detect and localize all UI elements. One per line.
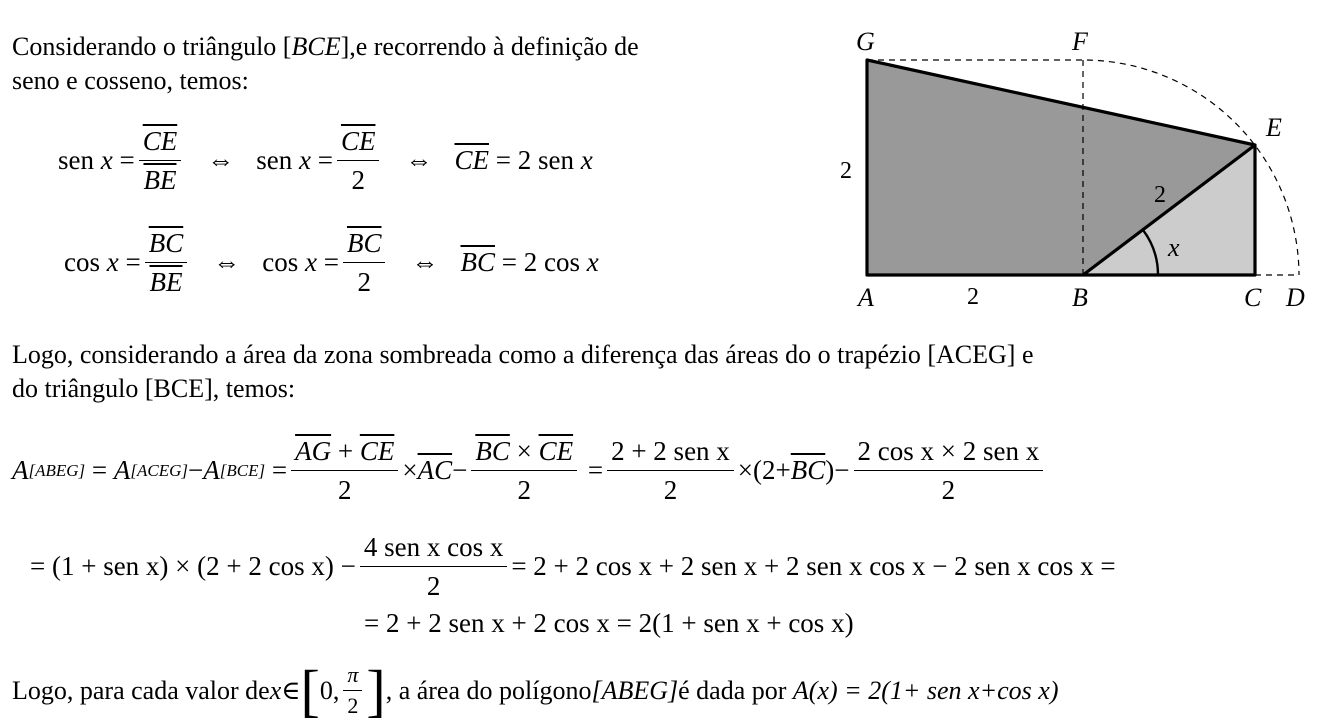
label-x: x <box>1168 233 1180 262</box>
fraction-4sencos <box>360 530 507 603</box>
equals: = <box>317 145 333 175</box>
bracket-open: [ <box>300 657 320 723</box>
iff-symbol: ⇔ <box>213 247 241 277</box>
para2-line-1: Logo, considerando a área da zona sombreada como a diferença das áreas do o trapézio [ACEG] e <box>12 340 1034 369</box>
conclusion <box>12 657 1059 723</box>
area-symbol: A <box>203 455 220 485</box>
simplified-equation: = 2 + 2 sen x + 2 cos x = 2(1 + sen x + cos x) <box>364 608 854 638</box>
intro-line-2: seno e cosseno, temos: <box>12 66 249 95</box>
result: = 2 cos <box>501 247 580 277</box>
numerator: $\overline{CE}$ <box>337 124 380 161</box>
var-x: x <box>106 247 119 277</box>
fraction-ce-2 <box>337 124 380 197</box>
numerator: $\overline{BC}$ <box>343 226 386 263</box>
segment-ag: $\overline{AG}$ <box>295 436 332 466</box>
expansion-equation <box>30 530 1116 603</box>
iff-symbol: ⇔ <box>411 247 439 277</box>
sen-fn: sen <box>256 145 293 175</box>
segment-ce: $\overline{CE}$ <box>538 436 574 466</box>
equals: = <box>125 247 141 277</box>
segment-ac: $\overline{AC}$ <box>417 455 453 485</box>
numerator: π <box>343 662 362 691</box>
length-side: 2 <box>840 158 852 184</box>
fraction-2-2senx <box>607 434 734 507</box>
segment-ce: $\overline{CE}$ <box>359 436 395 466</box>
area-equation <box>12 434 1047 507</box>
area-symbol: A <box>113 455 131 485</box>
numerator: $\overline{CE}$ <box>139 124 182 161</box>
denominator: 2 <box>357 267 371 297</box>
cos-fn: cos <box>64 247 100 277</box>
paren-close: ) <box>825 455 835 485</box>
polygon-name: [ABEG] <box>591 675 679 705</box>
denominator: 2 <box>663 475 678 505</box>
subscript: [ACEG] <box>130 460 189 480</box>
denominator: 2 <box>426 571 441 601</box>
denominator: BE <box>143 165 177 195</box>
expansion-left: = (1 + sen x) × (2 + 2 cos x) − <box>30 551 356 581</box>
segment-bc: $\overline{BC}$ <box>475 436 510 466</box>
denominator: 2 <box>337 475 352 505</box>
var-x: x <box>298 145 311 175</box>
para2-line-2: do triângulo [BCE], temos: <box>12 374 296 403</box>
minus: − <box>834 455 850 485</box>
intro-text: Considerando o triângulo <box>12 32 283 61</box>
numerator: 2 cos x × 2 sen x <box>854 434 1044 471</box>
var-x: x <box>304 247 317 277</box>
equals: = <box>271 455 288 485</box>
bracket: [ <box>282 32 292 61</box>
cos-fn: cos <box>262 247 299 277</box>
label-c: C <box>1244 283 1262 312</box>
cosine-equation <box>64 226 599 299</box>
iff-symbol: ⇔ <box>207 145 235 175</box>
segment-bc: $\overline{BC}$ <box>460 247 495 277</box>
intro-line-1 <box>12 30 639 64</box>
equals: = <box>323 247 339 277</box>
triangle-name: BCE <box>291 32 341 61</box>
fraction-bc-2 <box>343 226 386 299</box>
var-x: x <box>586 247 599 277</box>
var-x: x <box>269 675 282 705</box>
label-b: B <box>1072 283 1088 312</box>
intro-text-end: ],e recorrendo à definição de <box>340 32 639 61</box>
subscript: [BCE] <box>219 460 266 480</box>
conclusion-text: Logo, para cada valor de <box>12 675 270 705</box>
minus: − <box>188 455 204 485</box>
iff-symbol: ⇔ <box>405 145 433 175</box>
var-x: x <box>100 145 113 175</box>
geometry-figure <box>830 20 1320 320</box>
sen-fn: sen <box>58 145 94 175</box>
equals: = <box>119 145 135 175</box>
conclusion-text-2: , a área do polígono <box>385 675 592 705</box>
fraction-bc-be <box>145 226 188 299</box>
element-of: ∈ <box>281 675 301 705</box>
fraction-ce-be <box>139 124 182 197</box>
fraction-pi-2 <box>343 662 362 719</box>
numerator: 2 + 2 sen x <box>607 434 734 471</box>
equals: = <box>587 455 604 485</box>
denominator: 2 <box>941 475 956 505</box>
denominator: BE <box>149 267 183 297</box>
denominator: 2 <box>517 475 531 505</box>
label-e: E <box>1266 113 1282 142</box>
fraction-ag-ce <box>291 434 398 507</box>
segment-bc: $\overline{BC}$ <box>790 455 826 485</box>
result: = 2 sen <box>495 145 574 175</box>
var-x: x <box>580 145 593 175</box>
label-d: D <box>1286 283 1305 312</box>
plus: + <box>337 436 354 466</box>
denominator: 2 <box>351 165 365 195</box>
numerator: $\overline{BC}$ <box>145 226 188 263</box>
numerator <box>471 434 577 471</box>
numerator <box>291 434 398 471</box>
label-f: F <box>1072 27 1088 56</box>
length-base: 2 <box>967 284 979 310</box>
bracket-close: ] <box>366 657 386 723</box>
length-radius: 2 <box>1154 182 1166 208</box>
conclusion-text-3: é dada por <box>678 675 787 705</box>
fraction-cos-sen <box>854 434 1044 507</box>
expansion-right: = 2 + 2 cos x + 2 sen x + 2 sen x cos x − 2 sen x cos x = <box>511 551 1116 581</box>
label-g: G <box>856 27 875 56</box>
interval-start: 0, <box>319 675 340 705</box>
denominator: 2 <box>347 693 359 718</box>
segment-ce: $\overline{CE}$ <box>454 145 489 175</box>
times: × <box>402 455 418 485</box>
area-formula: A(x) = 2(1+ sen x+cos x) <box>792 675 1059 705</box>
label-a: A <box>858 283 874 312</box>
sine-equation <box>58 124 593 197</box>
numerator: 4 sen x cos x <box>360 530 507 567</box>
paren-open: (2+ <box>753 455 791 485</box>
area-symbol: A <box>12 455 29 485</box>
subscript: [ABEG] <box>28 460 86 480</box>
equals: = <box>91 455 108 485</box>
times: × <box>737 455 754 485</box>
fraction-bc-ce <box>471 434 577 507</box>
times: × <box>516 436 532 466</box>
minus: − <box>452 455 468 485</box>
